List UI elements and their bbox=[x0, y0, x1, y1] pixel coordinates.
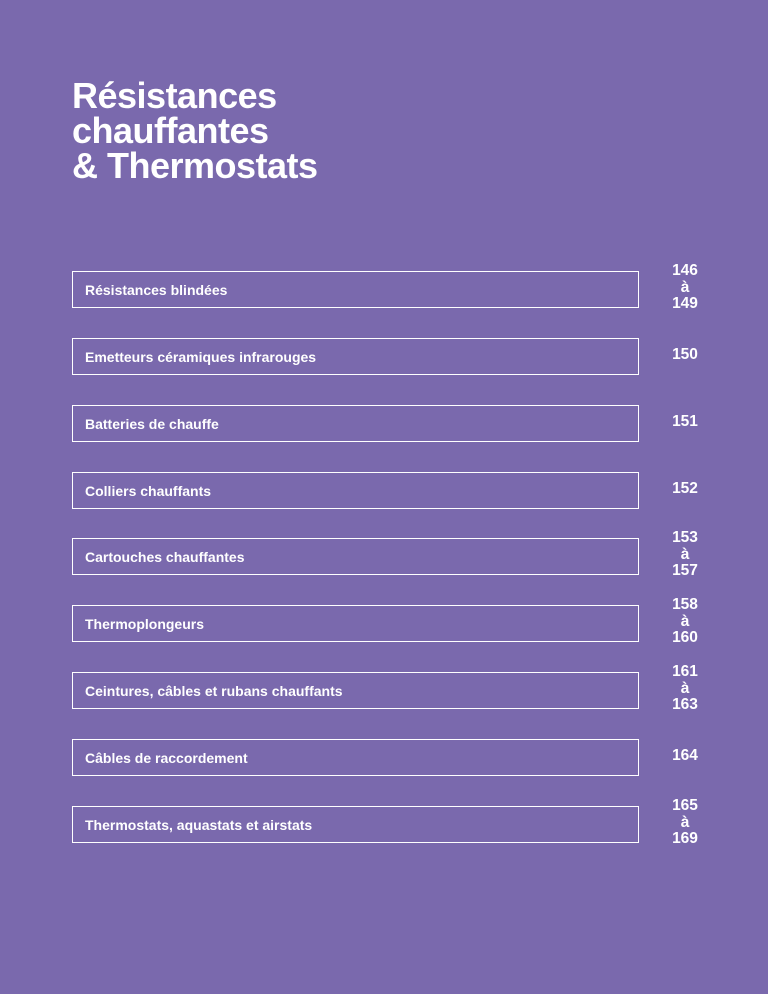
title-line-1: Résistances bbox=[72, 75, 277, 116]
toc-label[interactable]: Thermostats, aquastats et airstats bbox=[72, 806, 639, 843]
toc-page: 150 bbox=[672, 346, 698, 363]
page-from: 158 bbox=[672, 596, 698, 613]
toc-page: 151 bbox=[672, 413, 698, 430]
toc-row-thermostats-aquastats-airstats[interactable] bbox=[72, 797, 712, 886]
page-range-sep: à bbox=[680, 545, 690, 563]
page-to: 163 bbox=[672, 696, 698, 713]
toc-label[interactable]: Cartouches chauffantes bbox=[72, 538, 639, 575]
page-range-sep: à bbox=[680, 813, 690, 831]
page-range-sep: à bbox=[680, 612, 690, 630]
page-from: 146 bbox=[672, 262, 698, 279]
page-to: 169 bbox=[672, 830, 698, 847]
toc-label[interactable]: Câbles de raccordement bbox=[72, 739, 639, 776]
page-range-sep: à bbox=[680, 679, 690, 697]
page-from: 165 bbox=[672, 797, 698, 814]
page-from: 161 bbox=[672, 663, 698, 680]
toc-page: 164 bbox=[672, 747, 698, 764]
toc-page-range bbox=[657, 263, 713, 313]
toc-page-range bbox=[657, 664, 713, 714]
toc-page-range bbox=[657, 798, 713, 848]
page-range-sep: à bbox=[680, 278, 690, 296]
toc-page-range bbox=[657, 597, 713, 647]
toc-label[interactable]: Thermoplongeurs bbox=[72, 605, 639, 642]
page-to: 160 bbox=[672, 629, 698, 646]
toc-label[interactable]: Batteries de chauffe bbox=[72, 405, 639, 442]
title-line-3: & Thermostats bbox=[72, 145, 318, 186]
toc-label[interactable]: Emetteurs céramiques infrarouges bbox=[72, 338, 639, 375]
toc-label[interactable]: Résistances blindées bbox=[72, 271, 639, 308]
page-from: 153 bbox=[672, 529, 698, 546]
toc-page-range bbox=[657, 530, 713, 580]
toc-label[interactable]: Ceintures, câbles et rubans chauffants bbox=[72, 672, 639, 709]
title-line-2: chauffantes bbox=[72, 110, 269, 151]
page-to: 149 bbox=[672, 295, 698, 312]
toc-label[interactable]: Colliers chauffants bbox=[72, 472, 639, 509]
page-to: 157 bbox=[672, 562, 698, 579]
toc-page: 152 bbox=[672, 480, 698, 497]
